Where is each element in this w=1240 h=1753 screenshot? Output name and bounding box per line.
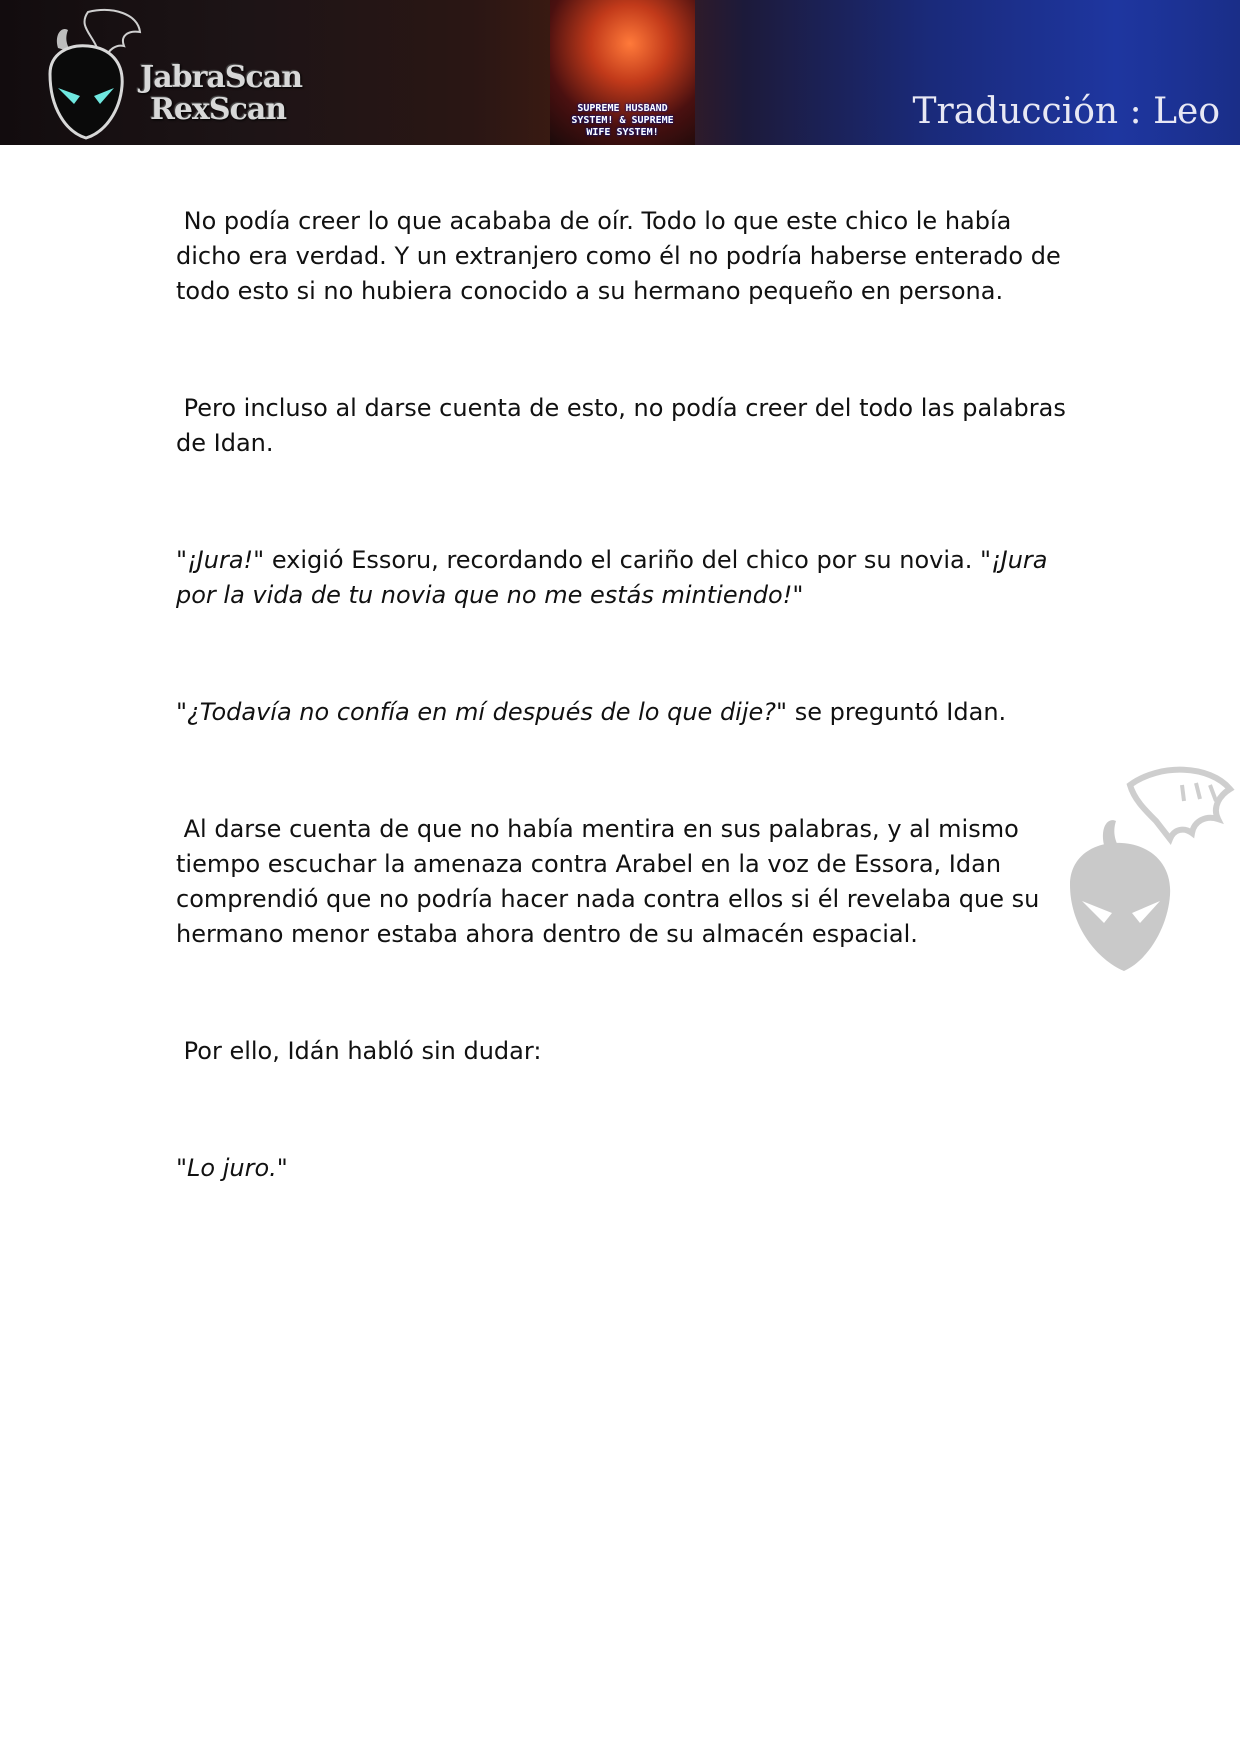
chapter-text [176,204,1076,1186]
dinosaur-skull-watermark-icon [1060,755,1240,985]
narration-segment: exigió Essoru, recordando el cariño del chico por su novia. [264,546,980,574]
cover-title-line-2: SYSTEM! & SUPREME [571,115,674,126]
paragraph-1 [176,204,1076,309]
paragraph-segment: Al darse cuenta de que no había mentira en sus palabras, y al mismo tiempo escuchar la amenaza contra Arabel en la voz de Essora, Idan comprendió que no podría hacer nada contra ellos si él revelaba que su hermano menor estaba ahora dentro de su almacén espacial. [176,815,1047,948]
brand-name [140,62,302,126]
translator-credit: Traducción : Leo [912,91,1220,132]
dialogue-segment: "¿Todavía no confía en mí después de lo que dije?" [176,698,788,726]
paragraph-6 [176,1034,1076,1069]
paragraph-segment: Pero incluso al darse cuenta de esto, no podía creer del todo las palabras de Idan. [176,394,1074,457]
cover-title-line-3: WIFE SYSTEM! [586,127,659,138]
cover-title [550,103,695,139]
dinosaur-skull-logo-icon [28,4,148,142]
narration-segment: se preguntó Idan. [787,698,1007,726]
paragraph-segment: Por ello, Idán habló sin dudar: [176,1037,542,1065]
brand-line-2: RexScan [150,92,287,127]
paragraph-5 [176,812,1076,952]
cover-title-line-1: SUPREME HUSBAND [577,103,668,114]
dialogue-segment: "Lo juro." [176,1154,288,1182]
dialogue-segment: "¡Jura por la vida de tu novia que no me estás mintiendo!" [176,546,1056,609]
novel-cover-art [550,0,695,145]
paragraph-3 [176,543,1076,613]
paragraph-7 [176,1151,1076,1186]
paragraph-segment: No podía creer lo que acababa de oír. Todo lo que este chico le había dicho era verdad. Y un extranjero como él no podría haberse enterado de todo esto si no hubiera conocido a su hermano pequeño en persona. [176,207,1069,305]
paragraph-2 [176,391,1076,461]
header-banner [0,0,1240,145]
dialogue-segment: "¡Jura!" [176,546,265,574]
brand-line-1: JabraScan [140,60,303,95]
paragraph-4 [176,695,1076,730]
